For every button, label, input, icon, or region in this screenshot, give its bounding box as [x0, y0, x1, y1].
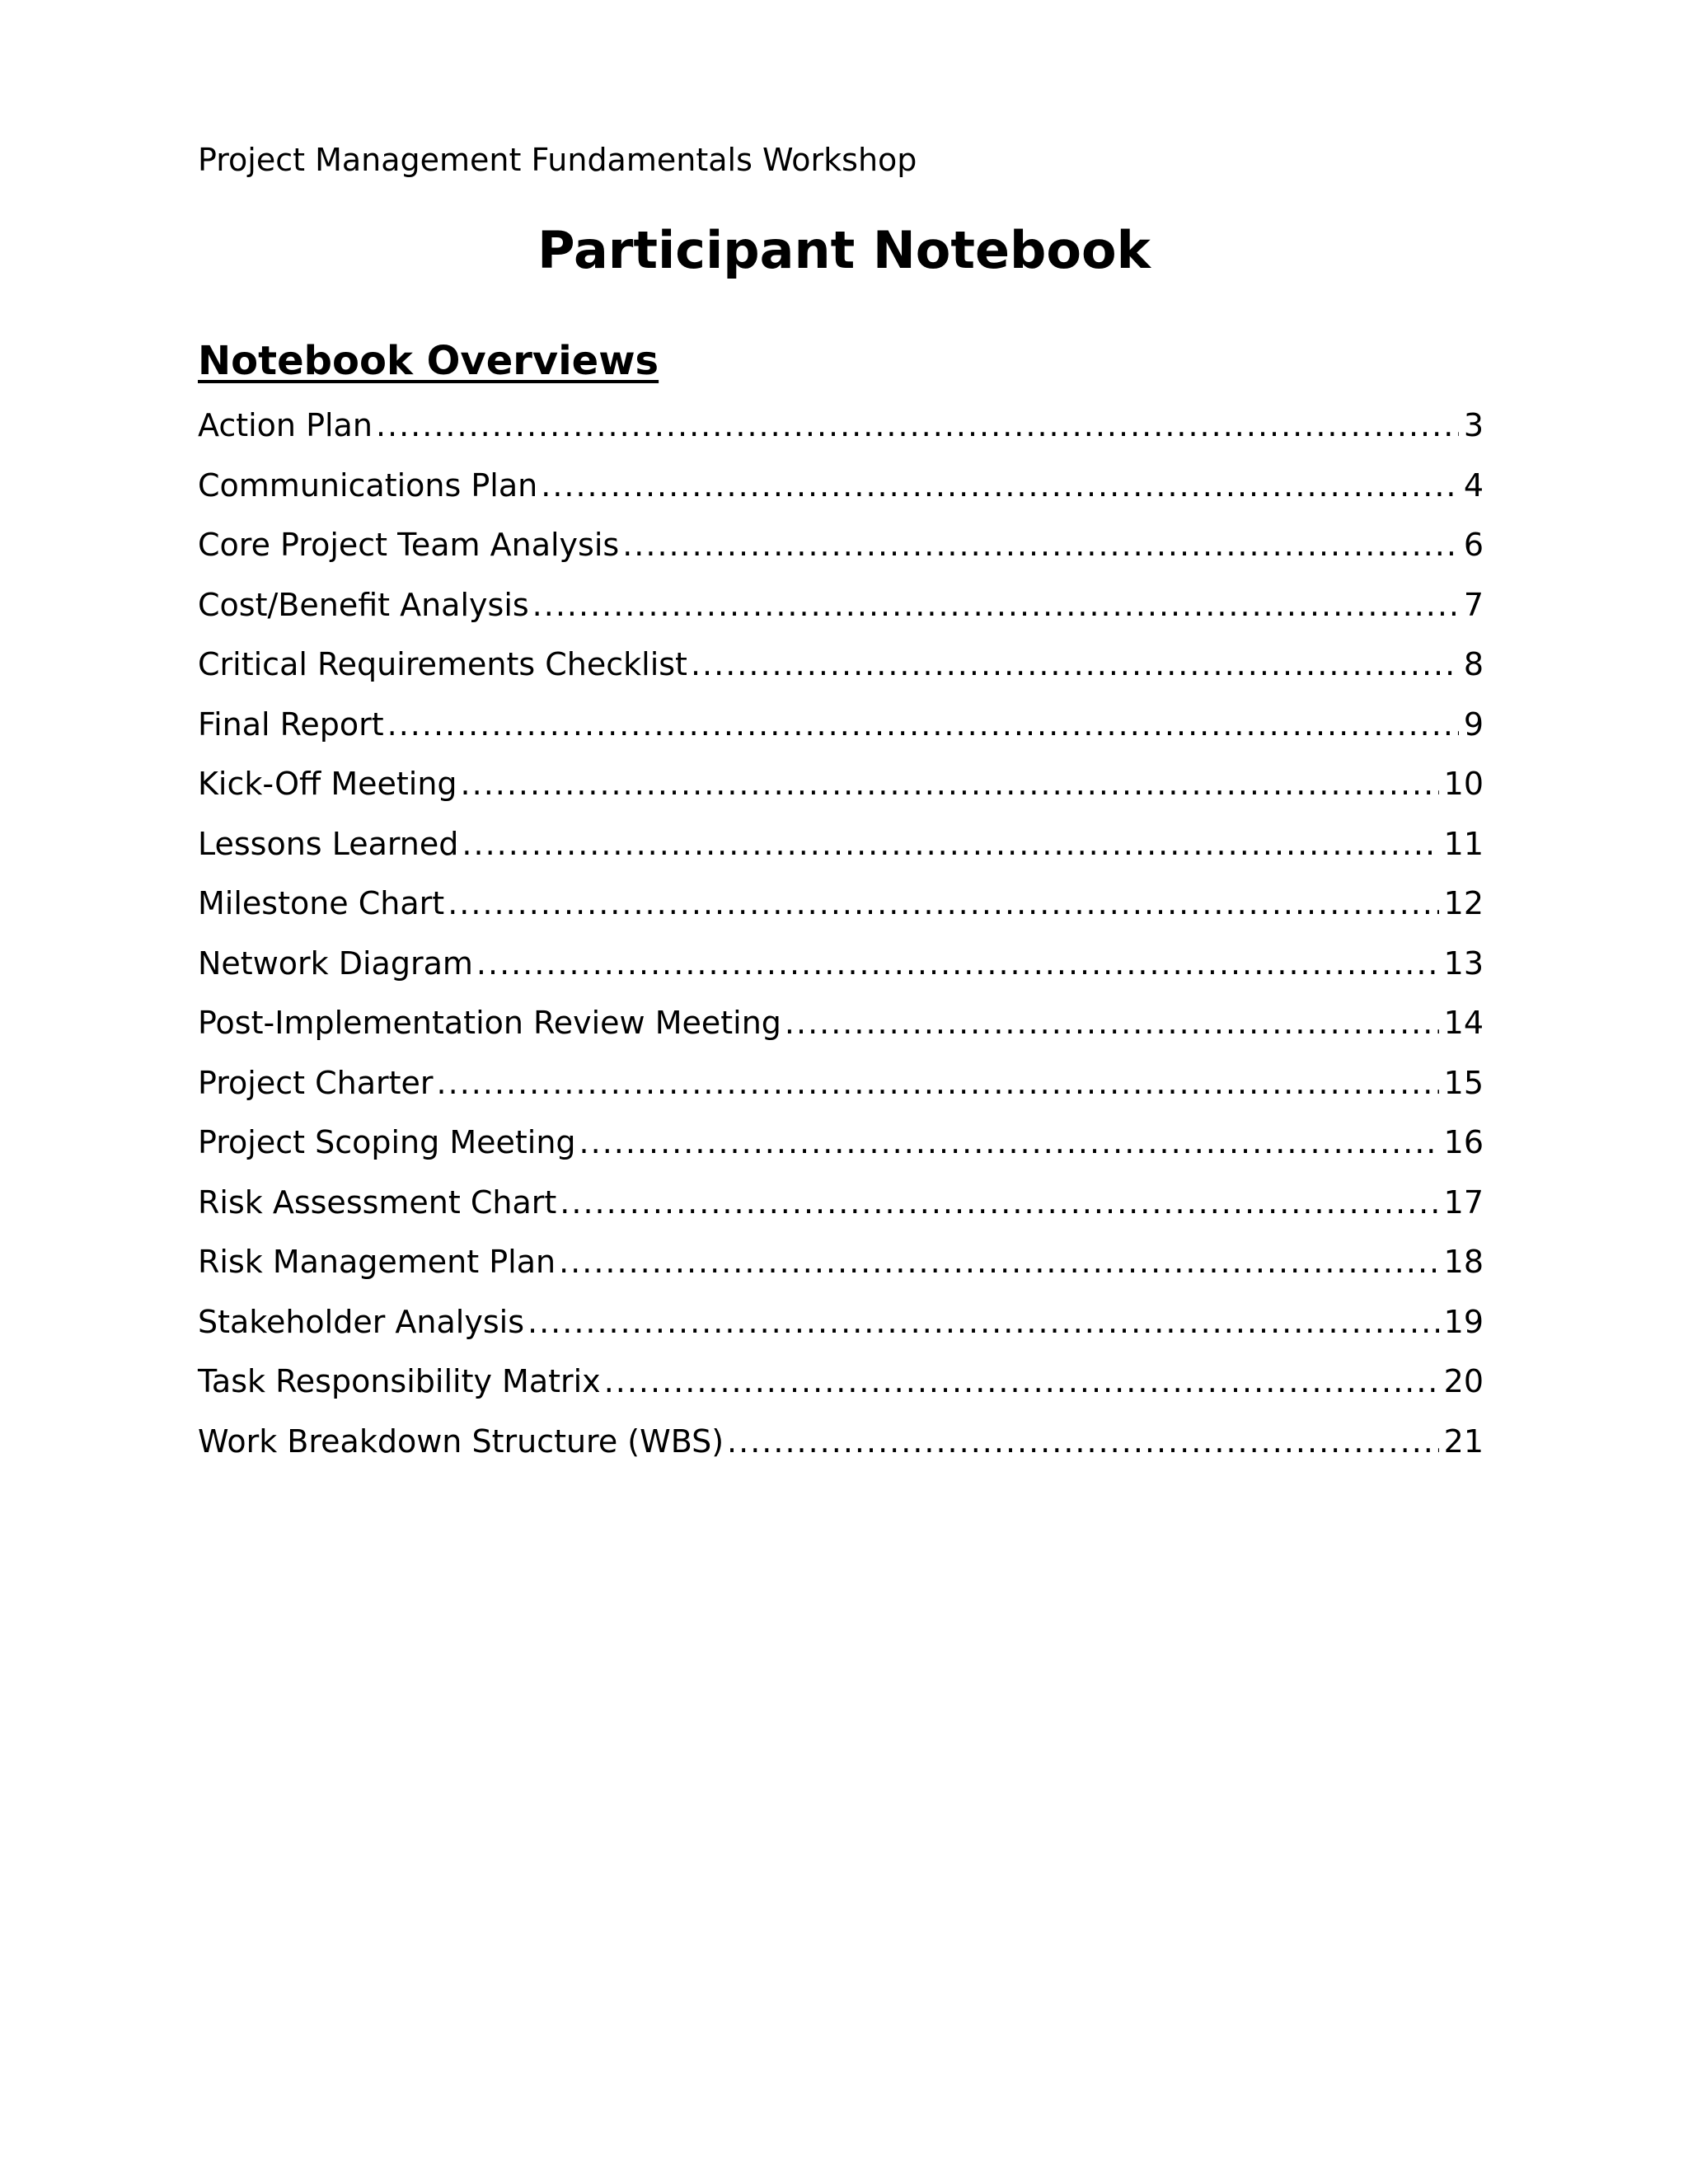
dot-leader — [559, 1240, 1439, 1283]
toc-entry-page: 7 — [1463, 586, 1484, 623]
dot-leader — [727, 1420, 1439, 1463]
toc-entry-critical-requirements-checklist — [198, 643, 1484, 703]
toc-entry-post-implementation-review-meeting — [198, 1001, 1484, 1062]
dot-leader — [785, 1001, 1439, 1044]
toc-entry-lessons-learned — [198, 823, 1484, 883]
toc-entry-label: Critical Requirements Checklist — [198, 646, 687, 682]
dot-leader — [462, 823, 1438, 865]
toc-entry-page: 13 — [1443, 944, 1484, 982]
toc-entry-risk-management-plan — [198, 1240, 1484, 1301]
toc-entry-label: Lessons Learned — [198, 825, 459, 862]
dot-leader — [541, 464, 1459, 507]
toc-entry-label: Cost/Benefit Analysis — [198, 586, 529, 623]
toc-entry-page: 17 — [1443, 1183, 1484, 1221]
dot-leader — [448, 882, 1438, 925]
toc-entry-label: Project Charter — [198, 1064, 434, 1101]
toc-entry-page: 15 — [1443, 1064, 1484, 1101]
toc-entry-label: Stakeholder Analysis — [198, 1303, 524, 1340]
dot-leader — [622, 523, 1459, 566]
toc-entry-page: 10 — [1443, 766, 1484, 802]
toc-entry-page: 14 — [1443, 1005, 1484, 1041]
table-of-contents — [198, 404, 1484, 1479]
toc-entry-action-plan — [198, 404, 1484, 464]
toc-entry-page: 18 — [1443, 1244, 1484, 1280]
running-header: Project Management Fundamentals Workshop — [198, 142, 917, 178]
toc-entry-label: Communications Plan — [198, 466, 538, 504]
dot-leader — [532, 583, 1459, 626]
dot-leader — [376, 404, 1459, 447]
toc-entry-work-breakdown-structure — [198, 1420, 1484, 1480]
dot-leader — [437, 1062, 1439, 1104]
toc-entry-page: 6 — [1463, 527, 1484, 563]
toc-entry-label: Final Report — [198, 705, 384, 743]
toc-entry-core-project-team-analysis — [198, 523, 1484, 583]
toc-entry-label: Action Plan — [198, 407, 373, 443]
toc-entry-milestone-chart — [198, 882, 1484, 942]
toc-entry-stakeholder-analysis — [198, 1301, 1484, 1361]
toc-entry-risk-assessment-chart — [198, 1181, 1484, 1241]
toc-entry-page: 16 — [1443, 1124, 1484, 1160]
toc-entry-task-responsibility-matrix — [198, 1360, 1484, 1420]
toc-entry-label: Work Breakdown Structure (WBS) — [198, 1422, 724, 1460]
toc-entry-label: Task Responsibility Matrix — [198, 1363, 601, 1399]
toc-entry-project-charter — [198, 1062, 1484, 1122]
toc-entry-page: 3 — [1463, 407, 1484, 443]
dot-leader — [528, 1301, 1439, 1343]
toc-entry-page: 19 — [1443, 1303, 1484, 1340]
toc-entry-label: Milestone Chart — [198, 885, 445, 921]
toc-entry-label: Risk Assessment Chart — [198, 1183, 557, 1221]
toc-entry-communications-plan — [198, 464, 1484, 524]
toc-entry-page: 4 — [1463, 466, 1484, 504]
dot-leader — [691, 643, 1459, 686]
toc-entry-final-report — [198, 703, 1484, 763]
dot-leader — [604, 1360, 1439, 1403]
toc-entry-page: 12 — [1443, 885, 1484, 921]
toc-entry-label: Risk Management Plan — [198, 1244, 556, 1280]
dot-leader — [476, 942, 1439, 985]
dot-leader — [461, 762, 1439, 805]
toc-entry-label: Core Project Team Analysis — [198, 527, 620, 563]
toc-entry-kick-off-meeting — [198, 762, 1484, 823]
toc-entry-project-scoping-meeting — [198, 1121, 1484, 1181]
toc-entry-label: Kick-Off Meeting — [198, 766, 457, 802]
toc-entry-cost-benefit-analysis — [198, 583, 1484, 644]
toc-entry-page: 9 — [1463, 705, 1484, 743]
page-title: Participant Notebook — [537, 220, 1151, 280]
section-heading: Notebook Overviews — [198, 338, 659, 384]
dot-leader — [560, 1181, 1438, 1224]
toc-entry-page: 11 — [1443, 825, 1484, 862]
toc-entry-label: Project Scoping Meeting — [198, 1124, 576, 1160]
toc-entry-label: Post-Implementation Review Meeting — [198, 1005, 781, 1041]
dot-leader — [387, 703, 1459, 746]
toc-entry-label: Network Diagram — [198, 944, 473, 982]
toc-entry-page: 21 — [1443, 1422, 1484, 1460]
toc-entry-network-diagram — [198, 942, 1484, 1002]
toc-entry-page: 8 — [1463, 646, 1484, 682]
toc-entry-page: 20 — [1443, 1363, 1484, 1399]
dot-leader — [579, 1121, 1439, 1164]
